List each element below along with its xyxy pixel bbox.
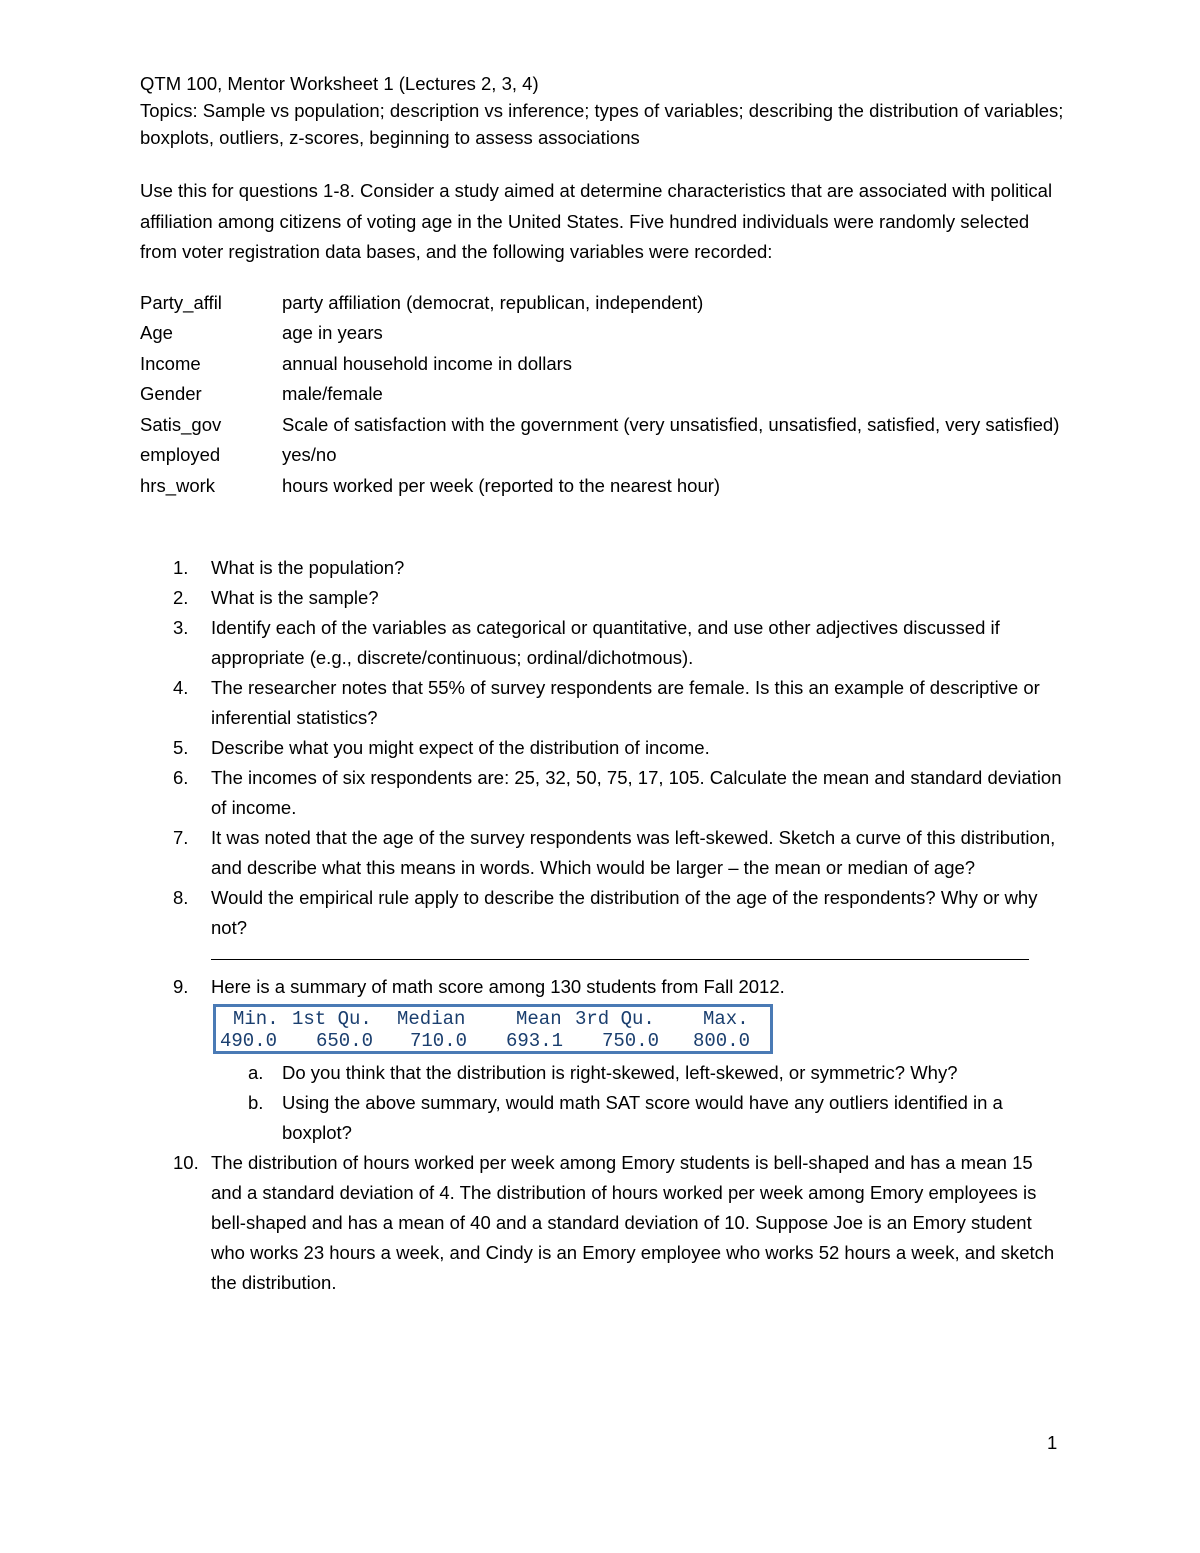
question-number: 8. [173, 887, 189, 908]
question-item [140, 883, 1065, 943]
variable-row [140, 440, 1065, 471]
variable-description: male/female [282, 383, 383, 404]
question-text: It was noted that the age of the survey respondents was left-skewed. Sketch a curve of this distribution, and describe what this means in words. Which would be larger – the mean or median of age? [211, 827, 1056, 878]
variable-description: yes/no [282, 444, 337, 465]
summary-header: Median [397, 1008, 466, 1030]
question-item [140, 972, 1065, 1002]
variable-name: hrs_work [140, 474, 216, 496]
question-item [140, 763, 1065, 823]
variable-description: hours worked per week (reported to the nearest hour) [282, 474, 721, 496]
variable-name: Age [140, 322, 173, 343]
variable-description: party affiliation (democrat, republican, independent) [282, 291, 704, 313]
question-text: Identify each of the variables as categorical or quantitative, and use other adjectives discussed if appropriate (e.g., discrete/continuous; ordinal/dichotmous). [211, 617, 1000, 668]
variable-row [140, 318, 1065, 349]
question-item [140, 823, 1065, 883]
question-text: Would the empirical rule apply to describe the distribution of the age of the respondents? Why or why not? [211, 887, 1038, 938]
variable-row [140, 471, 1065, 502]
sub-question-text: Using the above summary, would math SAT score would have any outliers identified in a boxplot? [282, 1092, 1003, 1143]
variable-row [140, 349, 1065, 380]
variable-description: age in years [282, 322, 383, 343]
question-item [140, 553, 1065, 583]
page-number: 1 [1047, 1432, 1058, 1453]
worksheet-page [140, 70, 1065, 1298]
question-item [140, 733, 1065, 763]
question-text: What is the sample? [211, 587, 379, 608]
sub-question-item [211, 1058, 1065, 1088]
summary-header: Max. [703, 1008, 749, 1030]
question-list [140, 553, 1065, 1298]
summary-header: Min. [233, 1008, 279, 1030]
variable-name: employed [140, 444, 221, 465]
question-number: 10. [173, 1152, 199, 1173]
worksheet-topics: Topics: Sample vs population; description vs inference; types of variables; describing the distribution of variables; boxplots, outliers, z-scores, beginning to assess associations [140, 100, 1064, 148]
variable-row [140, 379, 1065, 410]
question-text: What is the population? [211, 557, 405, 578]
sub-question-item [211, 1088, 1065, 1148]
sub-question-letter: b. [248, 1092, 264, 1113]
summary-value: 710.0 [410, 1030, 468, 1052]
variable-description: Scale of satisfaction with the government (very unsatisfied, unsatisfied, satisfied, very satisfied) [282, 413, 1060, 435]
question-text: The researcher notes that 55% of survey respondents are female. Is this an example of descriptive or inferential statistics? [211, 677, 1040, 728]
question-text: The incomes of six respondents are: 25, 32, 50, 75, 17, 105. Calculate the mean and standard deviation of income. [211, 767, 1062, 818]
question-text: The distribution of hours worked per week among Emory students is bell-shaped and has a mean 15 and a standard deviation of 4. The distribution of hours worked per week among Emory employees is bell-shaped and has a mean of 40 and a standard deviation of 10. Suppose Joe is an Emory student who works 23 hours a week, and Cindy is an Emory employee who works 52 hours a week, and sketch the distribution. [211, 1152, 1055, 1293]
summary-header: 1st Qu. [292, 1008, 372, 1030]
variable-row [140, 288, 1065, 319]
variable-name: Income [140, 352, 201, 374]
variable-list [140, 288, 1065, 502]
worksheet-title: QTM 100, Mentor Worksheet 1 (Lectures 2, 3, 4) [140, 73, 539, 94]
variable-name: Party_affil [140, 291, 222, 313]
summary-value: 750.0 [602, 1030, 660, 1052]
variable-name: Satis_gov [140, 413, 222, 435]
summary-value: 490.0 [220, 1030, 278, 1052]
question-item [140, 613, 1065, 673]
summary-statistics-box [213, 1004, 773, 1054]
question-number: 2. [173, 587, 189, 608]
question-number: 7. [173, 827, 189, 848]
variable-row [140, 410, 1065, 441]
question-number: 3. [173, 617, 189, 638]
variable-description: annual household income in dollars [282, 352, 573, 374]
question-number: 4. [173, 677, 189, 698]
question-text: Describe what you might expect of the distribution of income. [211, 737, 710, 758]
question-item [140, 673, 1065, 733]
variable-name: Gender [140, 383, 202, 404]
sub-question-text: Do you think that the distribution is right-skewed, left-skewed, or symmetric? Why? [282, 1062, 958, 1083]
question-number: 1. [173, 557, 189, 578]
question-text: Here is a summary of math score among 130 students from Fall 2012. [211, 976, 785, 997]
sub-question-letter: a. [248, 1062, 264, 1083]
section-divider [211, 943, 1029, 960]
summary-header: Mean [516, 1008, 562, 1030]
summary-value: 693.1 [506, 1030, 564, 1052]
summary-value: 800.0 [693, 1030, 751, 1052]
question-number: 6. [173, 767, 189, 788]
question-item [140, 1148, 1065, 1298]
question-number: 5. [173, 737, 189, 758]
question-item [140, 583, 1065, 613]
intro-paragraph: Use this for questions 1-8. Consider a study aimed at determine characteristics that are associated with political affiliation among citizens of voting age in the United States. Five hundred individuals were randomly selected from voter registration data bases, and the following variables were recorded: [140, 180, 1053, 262]
summary-header: 3rd Qu. [575, 1008, 655, 1030]
question-number: 9. [173, 976, 189, 997]
summary-value: 650.0 [316, 1030, 374, 1052]
